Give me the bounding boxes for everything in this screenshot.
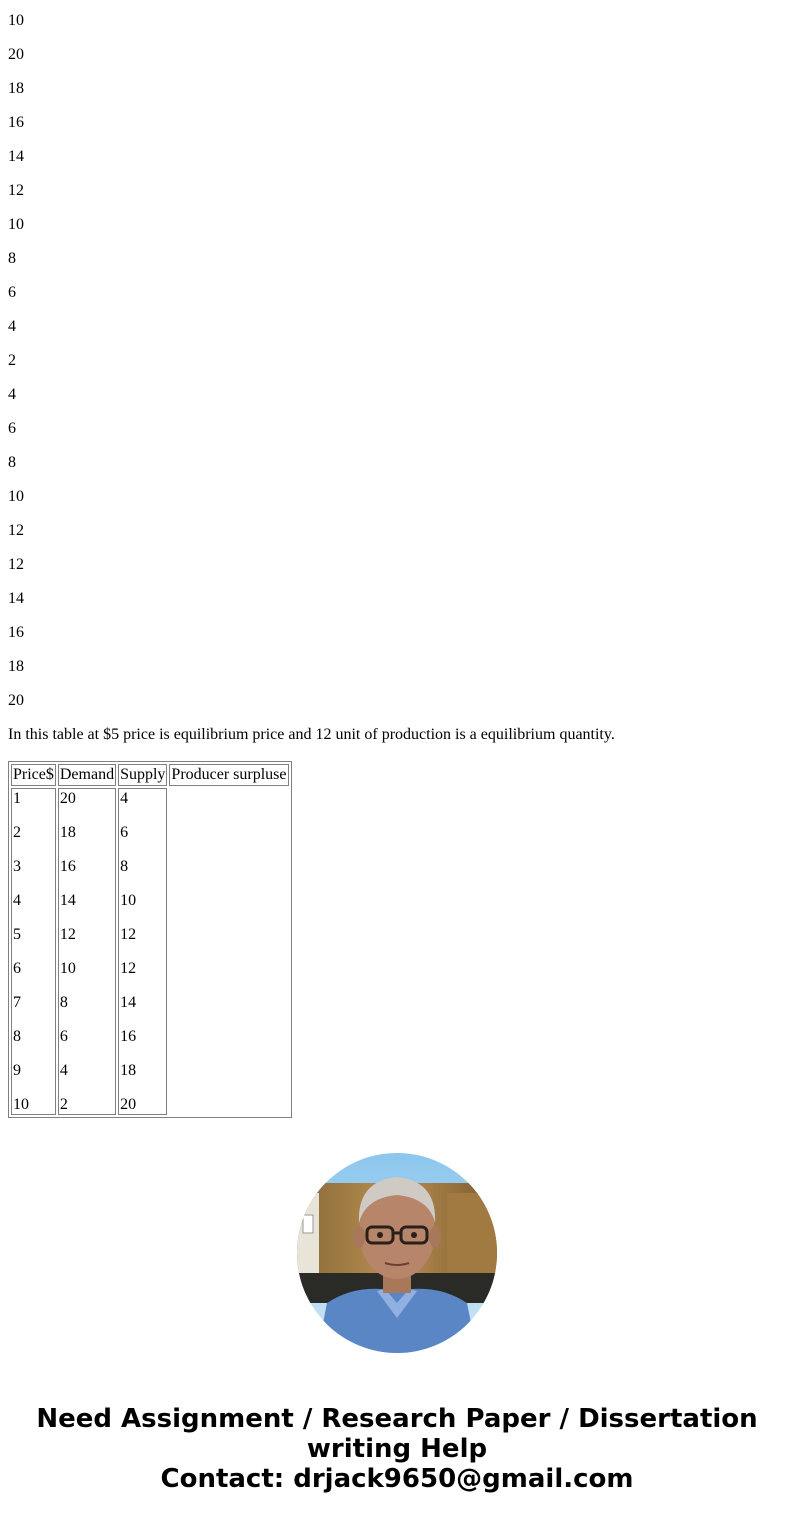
list-value: 6 — [8, 420, 16, 437]
price-value: 5 — [13, 926, 21, 943]
list-value: 18 — [8, 80, 24, 97]
list-value: 14 — [8, 590, 24, 607]
header-price: Price$ — [11, 764, 56, 786]
demand-value: 16 — [59, 858, 76, 875]
supply-value: 16 — [120, 1028, 137, 1045]
price-value: 3 — [13, 858, 21, 875]
price-column — [11, 788, 56, 1115]
demand-value: 20 — [59, 790, 76, 807]
price-value: 2 — [13, 824, 21, 841]
demand-value: 18 — [59, 824, 76, 841]
equilibrium-summary: In this table at $5 price is equilibrium price and 12 unit of production is a equilibrium quantity. — [8, 726, 615, 743]
supply-value: 14 — [120, 994, 137, 1011]
list-value: 12 — [8, 556, 24, 573]
supply-value: 10 — [120, 892, 137, 909]
producer-surplus-column — [169, 788, 288, 1115]
supply-value: 4 — [120, 790, 129, 807]
promo-banner — [0, 1404, 794, 1494]
author-avatar — [297, 1153, 497, 1353]
price-value: 8 — [13, 1028, 21, 1045]
list-value: 4 — [8, 318, 16, 335]
list-value: 6 — [8, 284, 16, 301]
promo-line-1: Need Assignment / Research Paper / Dissertation — [36, 1404, 758, 1434]
demand-value: 6 — [59, 1028, 68, 1045]
demand-column — [58, 788, 116, 1115]
header-demand: Demand — [58, 764, 116, 786]
list-value: 2 — [8, 352, 16, 369]
market-table — [8, 761, 292, 1118]
supply-value: 12 — [120, 960, 137, 977]
supply-value: 6 — [120, 824, 129, 841]
list-value: 16 — [8, 624, 24, 641]
table-header-row — [11, 764, 289, 786]
list-value: 4 — [8, 386, 16, 403]
promo-line-2: writing Help — [306, 1434, 488, 1464]
demand-value: 4 — [59, 1062, 68, 1079]
demand-value: 10 — [59, 960, 76, 977]
table-body-row — [11, 788, 289, 1115]
demand-value: 2 — [59, 1096, 68, 1113]
portrait-illustration — [297, 1153, 497, 1353]
list-value: 18 — [8, 658, 24, 675]
list-value: 8 — [8, 250, 16, 267]
supply-column — [118, 788, 167, 1115]
list-value: 12 — [8, 522, 24, 539]
price-value: 7 — [13, 994, 21, 1011]
list-value: 10 — [8, 216, 24, 233]
list-value: 8 — [8, 454, 16, 471]
demand-value: 12 — [59, 926, 76, 943]
price-value: 4 — [13, 892, 21, 909]
list-value: 10 — [8, 12, 24, 29]
header-producer-surplus: Producer surpluse — [169, 764, 288, 786]
list-value: 20 — [8, 692, 24, 709]
list-value: 14 — [8, 148, 24, 165]
supply-value: 8 — [120, 858, 129, 875]
list-value: 20 — [8, 46, 24, 63]
price-value: 6 — [13, 960, 21, 977]
list-value: 16 — [8, 114, 24, 131]
price-value: 1 — [13, 790, 21, 807]
demand-value: 14 — [59, 892, 76, 909]
list-value: 10 — [8, 488, 24, 505]
value-list — [8, 12, 708, 726]
supply-value: 20 — [120, 1096, 137, 1113]
header-supply: Supply — [118, 764, 167, 786]
list-value: 12 — [8, 182, 24, 199]
demand-value: 8 — [59, 994, 68, 1011]
supply-value: 12 — [120, 926, 137, 943]
promo-contact: Contact: drjack9650@gmail.com — [160, 1464, 634, 1494]
supply-value: 18 — [120, 1062, 137, 1079]
price-value: 9 — [13, 1062, 21, 1079]
price-value: 10 — [13, 1096, 29, 1113]
